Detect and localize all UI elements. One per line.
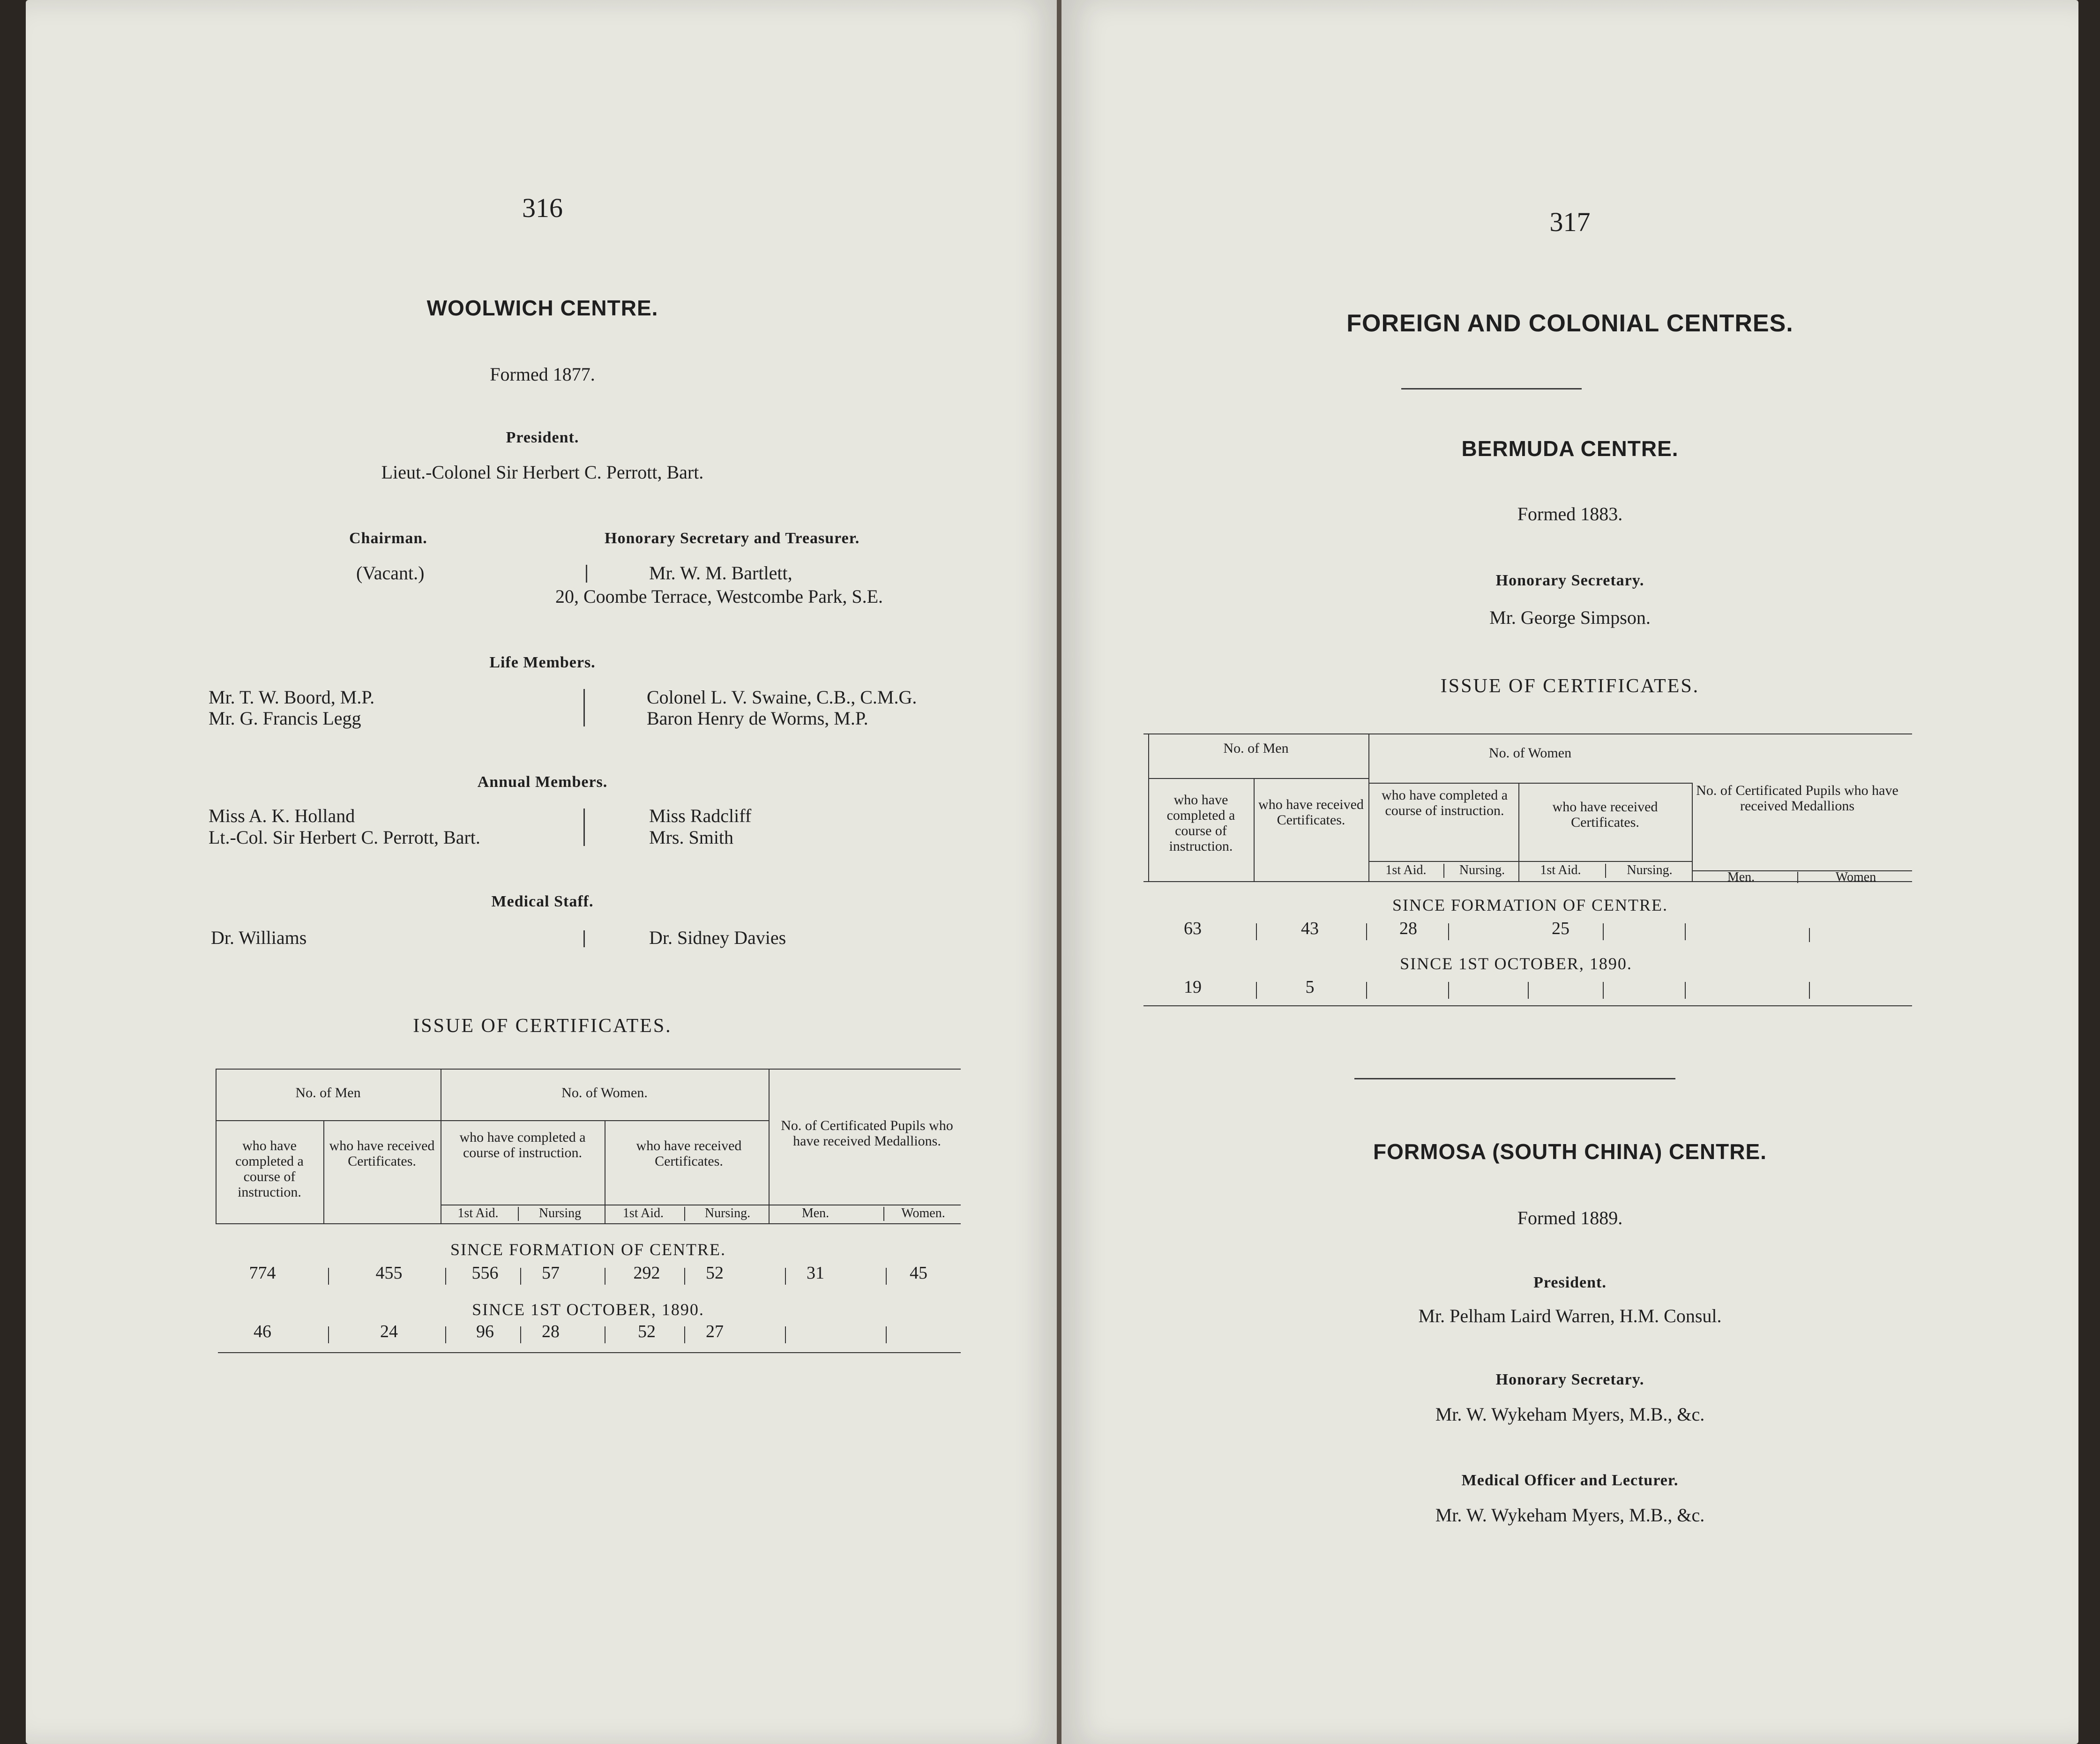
table-rule xyxy=(518,1207,519,1221)
formed-date: Formed 1877. xyxy=(490,364,595,385)
women-received-header: who have received Certificates. xyxy=(1552,799,1658,830)
table-rule xyxy=(1603,982,1604,999)
formed-date: Formed 1883. xyxy=(1517,503,1623,524)
president-label: President. xyxy=(506,429,579,446)
life-member: Mr. T. W. Boord, M.P. xyxy=(209,687,375,708)
table-cell: 52 xyxy=(706,1263,724,1283)
table-rule xyxy=(445,1268,446,1285)
life-members-label: Life Members. xyxy=(489,654,596,671)
chairman-label: Chairman. xyxy=(349,530,427,547)
first-aid-label: 1st Aid. xyxy=(1385,863,1427,877)
divider xyxy=(586,565,587,583)
divider xyxy=(583,930,585,947)
women-completed-header: who have completed a course of instruction. xyxy=(459,1130,586,1160)
table-rule xyxy=(769,1069,770,1223)
since-formation-caption: SINCE FORMATION OF CENTRE. xyxy=(450,1240,726,1259)
medical-officer-label: Medical Officer and Lecturer. xyxy=(1461,1472,1679,1489)
hon-sec-name: Mr. W. Wykeham Myers, M.B., &c. xyxy=(1435,1404,1705,1425)
hon-sec-name: Mr. W. M. Bartlett, xyxy=(649,562,792,584)
men-header: No. of Men xyxy=(295,1085,361,1100)
section-rule xyxy=(1401,388,1582,389)
medallions-header: No. of Certificated Pupils who have received Medallions xyxy=(1696,783,1898,814)
page-number: 317 xyxy=(1549,207,1591,237)
certificates-table xyxy=(1143,734,1917,1024)
table-rule xyxy=(1685,982,1686,999)
table-cell: 46 xyxy=(254,1322,271,1341)
table-cell: 455 xyxy=(375,1263,403,1283)
table-rule xyxy=(684,1207,685,1221)
women-header: No. of Women xyxy=(1488,745,1572,761)
table-rule xyxy=(1368,861,1692,862)
table-rule xyxy=(883,1207,884,1221)
table-rule xyxy=(1256,982,1257,999)
table-rule xyxy=(218,1352,961,1353)
table-rule xyxy=(886,1268,887,1285)
table-cell: 292 xyxy=(633,1263,660,1283)
page-number: 316 xyxy=(522,193,563,223)
table-rule xyxy=(1797,872,1798,883)
table-rule xyxy=(1448,982,1449,999)
section-title: FOREIGN AND COLONIAL CENTRES. xyxy=(1346,310,1794,337)
table-rule xyxy=(1256,923,1257,940)
centre-title: BERMUDA CENTRE. xyxy=(1461,436,1679,461)
issue-title: ISSUE OF CERTIFICATES. xyxy=(413,1015,672,1037)
annual-member: Miss A. K. Holland xyxy=(209,805,355,826)
table-cell: 774 xyxy=(249,1263,276,1283)
hon-sec-label: Honorary Secretary and Treasurer. xyxy=(605,530,860,547)
women-received-header: who have received Certificates. xyxy=(636,1138,742,1169)
since-formation-caption: SINCE FORMATION OF CENTRE. xyxy=(1392,896,1668,914)
table-rule xyxy=(886,1326,887,1343)
annual-member: Mrs. Smith xyxy=(649,827,734,848)
table-rule xyxy=(216,1069,217,1223)
women-col-label: Women. xyxy=(901,1206,945,1220)
men-received-header: who have received Certificates. xyxy=(329,1138,435,1169)
table-rule xyxy=(1368,734,1369,881)
medical-staff-member: Dr. Sidney Davies xyxy=(649,927,786,948)
table-rule xyxy=(1528,982,1529,999)
annual-member: Miss Radcliff xyxy=(649,805,752,826)
divider xyxy=(583,689,585,726)
table-rule xyxy=(445,1326,446,1343)
table-rule xyxy=(1148,778,1368,779)
table-rule xyxy=(1443,864,1444,878)
men-header: No. of Men xyxy=(1223,741,1289,756)
men-completed-header: who have completed a course of instruction. xyxy=(235,1138,304,1200)
table-rule xyxy=(520,1268,521,1285)
table-rule xyxy=(1603,923,1604,940)
table-rule xyxy=(684,1268,685,1285)
nursing-label: Nursing xyxy=(538,1206,582,1220)
table-rule xyxy=(1366,982,1367,999)
table-cell: 43 xyxy=(1301,919,1319,938)
centre-title: WOOLWICH CENTRE. xyxy=(426,296,658,320)
nursing-label: Nursing. xyxy=(1627,863,1673,877)
table-cell: 63 xyxy=(1184,919,1202,938)
medical-staff-label: Medical Staff. xyxy=(491,893,594,910)
table-cell: 27 xyxy=(706,1322,724,1341)
table-rule xyxy=(520,1326,521,1343)
table-rule xyxy=(785,1326,786,1343)
life-member: Mr. G. Francis Legg xyxy=(209,708,361,729)
annual-members-label: Annual Members. xyxy=(477,773,608,791)
nursing-label: Nursing. xyxy=(1459,863,1505,877)
table-rule xyxy=(216,1120,441,1121)
annual-member: Lt.-Col. Sir Herbert C. Perrott, Bart. xyxy=(209,827,480,848)
table-rule xyxy=(328,1326,329,1343)
medical-staff-member: Dr. Williams xyxy=(211,927,307,948)
table-cell: 556 xyxy=(471,1263,499,1283)
women-header: No. of Women. xyxy=(561,1085,648,1100)
life-member: Baron Henry de Worms, M.P. xyxy=(647,708,868,729)
hon-sec-label: Honorary Secretary. xyxy=(1495,1371,1644,1388)
table-rule xyxy=(1366,923,1367,940)
first-aid-label: 1st Aid. xyxy=(1540,863,1581,877)
table-cell: 52 xyxy=(638,1322,656,1341)
president-label: President. xyxy=(1533,1274,1607,1291)
since-october-caption: SINCE 1ST OCTOBER, 1890. xyxy=(472,1300,704,1319)
first-aid-label: 1st Aid. xyxy=(622,1206,664,1220)
table-cell: 57 xyxy=(542,1263,560,1283)
table-cell: 25 xyxy=(1552,919,1569,938)
table-rule xyxy=(323,1120,324,1223)
men-received-header: who have received Certificates. xyxy=(1258,797,1364,828)
table-rule xyxy=(1809,982,1810,999)
table-cell: 28 xyxy=(1399,919,1417,938)
table-cell: 96 xyxy=(476,1322,494,1341)
men-col-label: Men. xyxy=(1727,870,1755,884)
table-rule xyxy=(1143,1005,1912,1006)
hon-sec-label: Honorary Secretary. xyxy=(1495,572,1644,589)
table-cell: 28 xyxy=(542,1322,560,1341)
first-aid-label: 1st Aid. xyxy=(457,1206,499,1220)
right-page xyxy=(1061,0,2078,1744)
nursing-label: Nursing. xyxy=(704,1206,751,1220)
table-rule xyxy=(216,1069,961,1070)
men-completed-header: who have completed a course of instruction. xyxy=(1166,792,1235,854)
table-rule xyxy=(328,1268,329,1285)
table-rule xyxy=(1254,778,1255,881)
president-name: Mr. Pelham Laird Warren, H.M. Consul. xyxy=(1418,1305,1722,1326)
table-cell: 31 xyxy=(807,1263,824,1283)
table-cell: 45 xyxy=(910,1263,927,1283)
section-rule xyxy=(1354,1078,1675,1079)
since-october-caption: SINCE 1ST OCTOBER, 1890. xyxy=(1400,954,1632,973)
table-rule xyxy=(684,1326,685,1343)
women-col-label: Women xyxy=(1835,870,1876,884)
centre-title: FORMOSA (SOUTH CHINA) CENTRE. xyxy=(1373,1139,1767,1164)
table-rule xyxy=(1692,783,1693,881)
men-col-label: Men. xyxy=(801,1206,830,1220)
hon-sec-name: Mr. George Simpson. xyxy=(1489,607,1651,628)
table-cell: 24 xyxy=(380,1322,398,1341)
table-rule xyxy=(785,1268,786,1285)
left-page xyxy=(26,0,1059,1744)
table-rule xyxy=(1809,928,1810,942)
women-completed-header: who have completed a course of instruction. xyxy=(1381,787,1508,818)
table-rule xyxy=(1143,881,1912,882)
issue-title: ISSUE OF CERTIFICATES. xyxy=(1440,675,1700,697)
table-rule xyxy=(1685,923,1686,940)
medallions-header: No. of Certificated Pupils who have received Medallions. xyxy=(781,1118,953,1149)
life-member: Colonel L. V. Swaine, C.B., C.M.G. xyxy=(647,687,917,708)
medical-officer-name: Mr. W. Wykeham Myers, M.B., &c. xyxy=(1435,1504,1705,1526)
table-rule xyxy=(216,1223,961,1224)
table-cell: 5 xyxy=(1305,977,1315,997)
table-rule xyxy=(1448,923,1449,940)
table-rule xyxy=(1148,734,1149,881)
chairman-name: (Vacant.) xyxy=(356,562,425,584)
certificates-table xyxy=(216,1069,965,1364)
hon-sec-address: 20, Coombe Terrace, Westcombe Park, S.E. xyxy=(555,586,883,607)
divider xyxy=(583,808,585,846)
table-cell: 19 xyxy=(1184,977,1202,997)
table-rule xyxy=(1605,864,1606,878)
formed-date: Formed 1889. xyxy=(1517,1207,1623,1228)
president-name: Lieut.-Colonel Sir Herbert C. Perrott, Bart. xyxy=(381,462,704,483)
table-rule xyxy=(1368,783,1692,784)
